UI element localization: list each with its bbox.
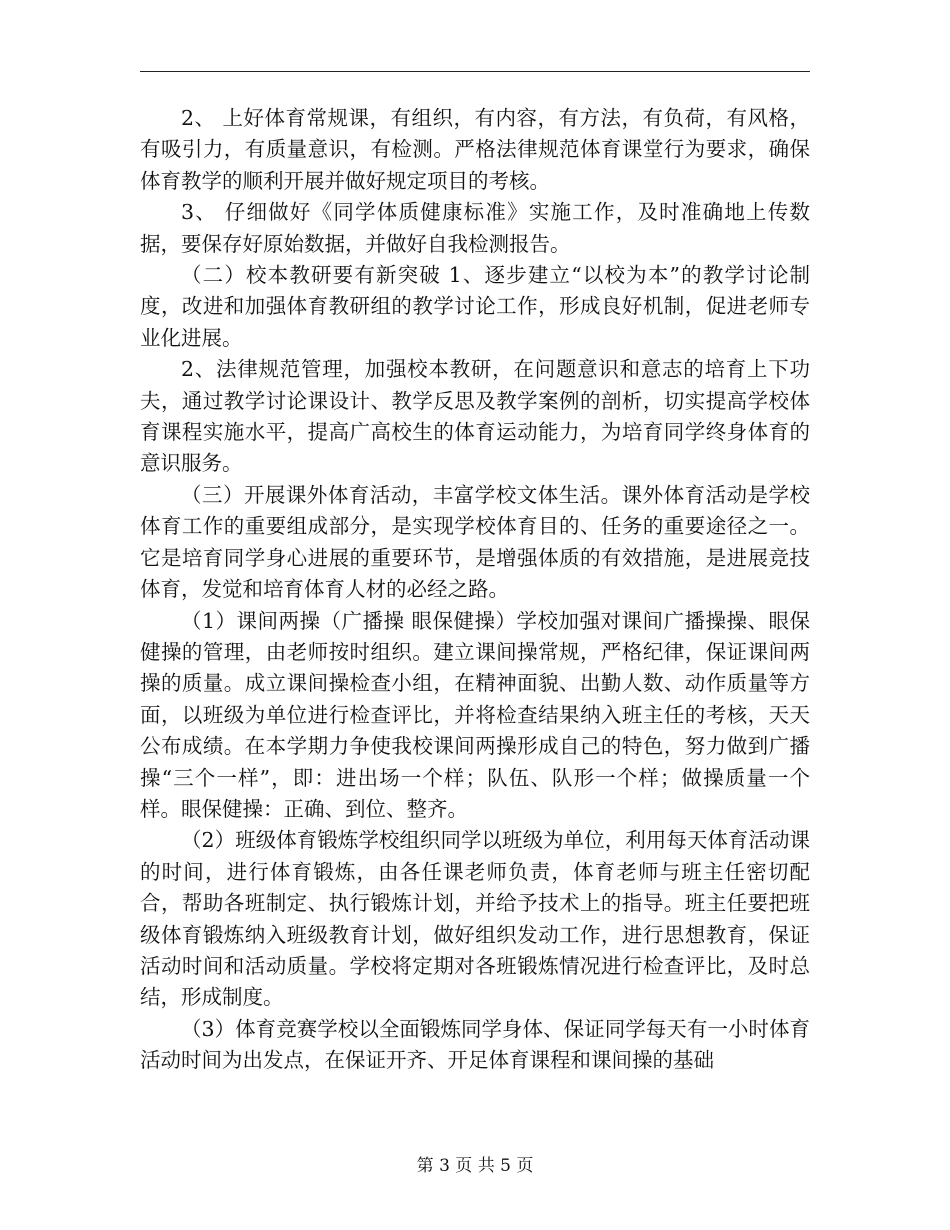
document-body (140, 103, 810, 1077)
paragraph: （3）体育竞赛学校以全面锻炼同学身体、保证同学每天有一小时体育活动时间为出发点，在保证开齐、开足体育课程和课间操的基础 (140, 1016, 810, 1073)
paragraph: （三）开展课外体育活动，丰富学校文体生活。课外体育活动是学校体育工作的重要组成部分，是实现学校体育目的、任务的重要途径之一。它是培育同学身心进展的重要环节，是增强体质的有效措施，是进展竞技体育，发觉和培育体育人材的必经之路。 (140, 482, 810, 602)
header-rule (140, 71, 810, 72)
paragraph: （1）课间两操（广播操 眼保健操）学校加强对课间广播操操、眼保健操的管理，由老师按时组织。建立课间操常规，严格纪律，保证课间两操的质量。成立课间操检查小组，在精神面貌、出勤人数、动作质量等方面，以班级为单位进行检查评比，并将检查结果纳入班主任的考核，天天公布成绩。在本学期力争使我校课间两操形成自己的特色，努力做到广播操“三个一样”，即：进出场一个样；队伍、队形一个样；做操质量一个样。眼保健操：正确、到位、整齐。 (140, 608, 810, 821)
paragraph: 3、 仔细做好《同学体质健康标准》实施工作，及时准确地上传数据，要保存好原始数据，并做好自我检测报告。 (140, 200, 810, 256)
paragraph: （2）班级体育锻炼学校组织同学以班级为单位，利用每天体育活动课的时间，进行体育锻炼，由各任课老师负责，体育老师与班主任密切配合，帮助各班制定、执行锻炼计划，并给予技术上的指导。班主任要把班级体育锻炼纳入班级教育计划，做好组织发动工作，进行思想教育，保证活动时间和活动质量。学校将定期对各班锻炼情况进行检查评比，及时总结，形成制度。 (140, 828, 810, 1010)
paragraph: 2、法律规范管理，加强校本教研，在问题意识和意志的培育上下功夫，通过教学讨论课设计、教学反思及教学案例的剖析，切实提高学校体育课程实施水平，提高广高校生的体育运动能力，为培育同学终身体育的意识服务。 (140, 357, 810, 476)
page-number: 第 3 页 共 5 页 (416, 1156, 534, 1176)
paragraph: （二）校本教研要有新突破 1、逐步建立“以校为本”的教学讨论制度，改进和加强体育教研组的教学讨论工作，形成良好机制，促进老师专业化进展。 (140, 263, 810, 350)
paragraph: 2、 上好体育常规课，有组织，有内容，有方法，有负荷，有风格，有吸引力，有质量意识，有检测。严格法律规范体育课堂行为要求，确保体育教学的顺利开展并做好规定项目的考核。 (140, 106, 810, 193)
